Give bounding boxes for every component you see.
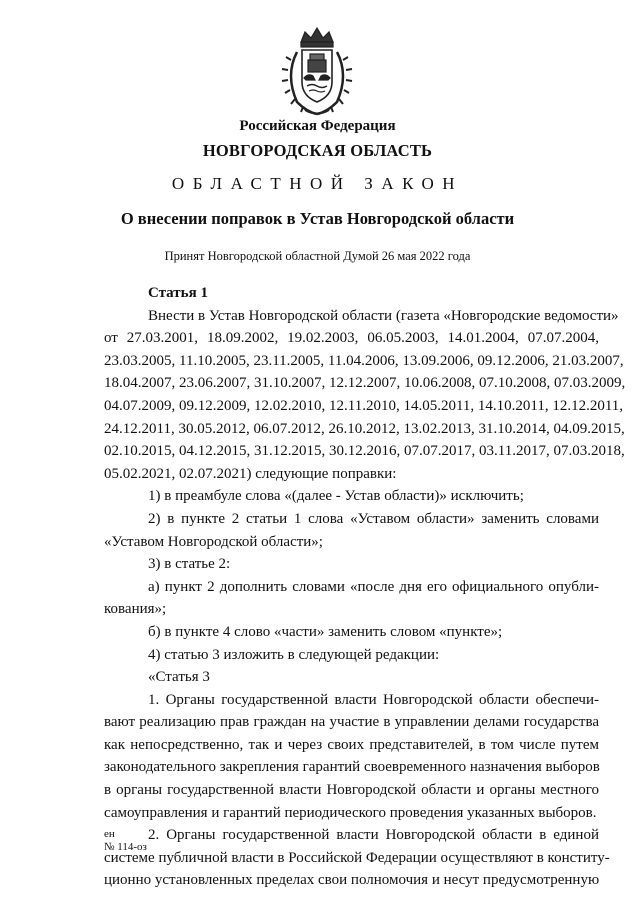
body-line: 4) статью 3 изложить в следующей редакции: bbox=[148, 646, 440, 663]
law-type: ОБЛАСТНОЙ ЗАКОН bbox=[171, 174, 464, 193]
body-line: самоуправления и гарантий периодического проведения указанных выборов. bbox=[104, 804, 597, 821]
body-line: 3) в статье 2: bbox=[148, 556, 231, 573]
body-line: 18.04.2007, 23.06.2007, 31.10.2007, 12.12.2007, 10.06.2008, 07.10.2008, 07.03.2009, bbox=[104, 375, 626, 392]
body-line: ционно установленных пределах свои полномочия и несут предусмотренную bbox=[104, 872, 600, 889]
body-line: от 27.03.2001, 18.09.2002, 19.02.2003, 06.05.2003, 14.01.2004, 07.07.2004, bbox=[104, 330, 599, 347]
document-footer bbox=[104, 828, 147, 853]
body-line: как непосредственно, так и через своих представителей, в том числе путем bbox=[104, 736, 599, 753]
body-line: законодательного закрепления гарантий своевременного назначения выборов bbox=[104, 759, 600, 776]
document-body bbox=[104, 282, 626, 892]
body-line: 2. Органы государственной власти Новгородской области в единой bbox=[148, 827, 599, 844]
body-line: 02.10.2015, 04.12.2015, 31.12.2015, 30.12.2016, 07.07.2017, 03.11.2017, 07.03.2018, bbox=[104, 443, 625, 460]
body-line: 23.03.2005, 11.10.2005, 23.11.2005, 11.04.2006, 13.09.2006, 09.12.2006, 21.03.2007, bbox=[104, 352, 624, 369]
body-line: 04.07.2009, 09.12.2009, 12.02.2010, 12.11.2010, 14.05.2011, 14.10.2011, 12.12.2011, bbox=[104, 397, 624, 414]
body-line: б) в пункте 4 слово «части» заменить словом «пункте»; bbox=[148, 623, 503, 640]
region-name: НОВГОРОДСКАЯ ОБЛАСТЬ bbox=[202, 141, 433, 160]
body-line: 05.02.2021, 02.07.2021) следующие поправки: bbox=[104, 465, 397, 482]
body-line: в органы государственной власти Новгородской области и органы местного bbox=[104, 782, 599, 799]
article-heading: Статья 1 bbox=[148, 285, 208, 301]
body-line: 2) в пункте 2 статьи 1 слова «Уставом области» заменить словами bbox=[148, 510, 599, 527]
body-line: системе публичной власти в Российской Федерации осуществляют в конститу- bbox=[104, 849, 610, 866]
body-line: а) пункт 2 дополнить словами «после дня его официального опубли- bbox=[148, 578, 599, 595]
body-line: кования»; bbox=[104, 601, 167, 618]
adoption-note: Принят Новгородской областной Думой 26 мая 2022 года bbox=[164, 249, 471, 263]
body-line: Внести в Устав Новгородской области (газета «Новгородские ведомости» bbox=[148, 307, 619, 324]
body-line: 1. Органы государственной власти Новгородской области обеспечи- bbox=[148, 691, 599, 708]
country-name: Российская Федерация bbox=[239, 118, 396, 134]
body-line: 1) в преамбуле слова «(далее - Устав области)» исключить; bbox=[148, 488, 524, 505]
body-line: 24.12.2011, 30.05.2012, 06.07.2012, 26.10.2012, 13.02.2013, 31.10.2014, 04.09.2015, bbox=[104, 420, 625, 437]
coat-of-arms-icon bbox=[267, 20, 367, 120]
footer-mark: ен bbox=[104, 828, 115, 840]
law-number: № 114-оз bbox=[104, 840, 147, 853]
body-line: вают реализацию прав граждан на участие в управлении делами государства bbox=[104, 714, 599, 731]
body-line: «Статья 3 bbox=[148, 669, 210, 686]
law-title: О внесении поправок в Устав Новгородской области bbox=[120, 209, 515, 228]
body-line: «Уставом Новгородской области»; bbox=[104, 533, 323, 550]
